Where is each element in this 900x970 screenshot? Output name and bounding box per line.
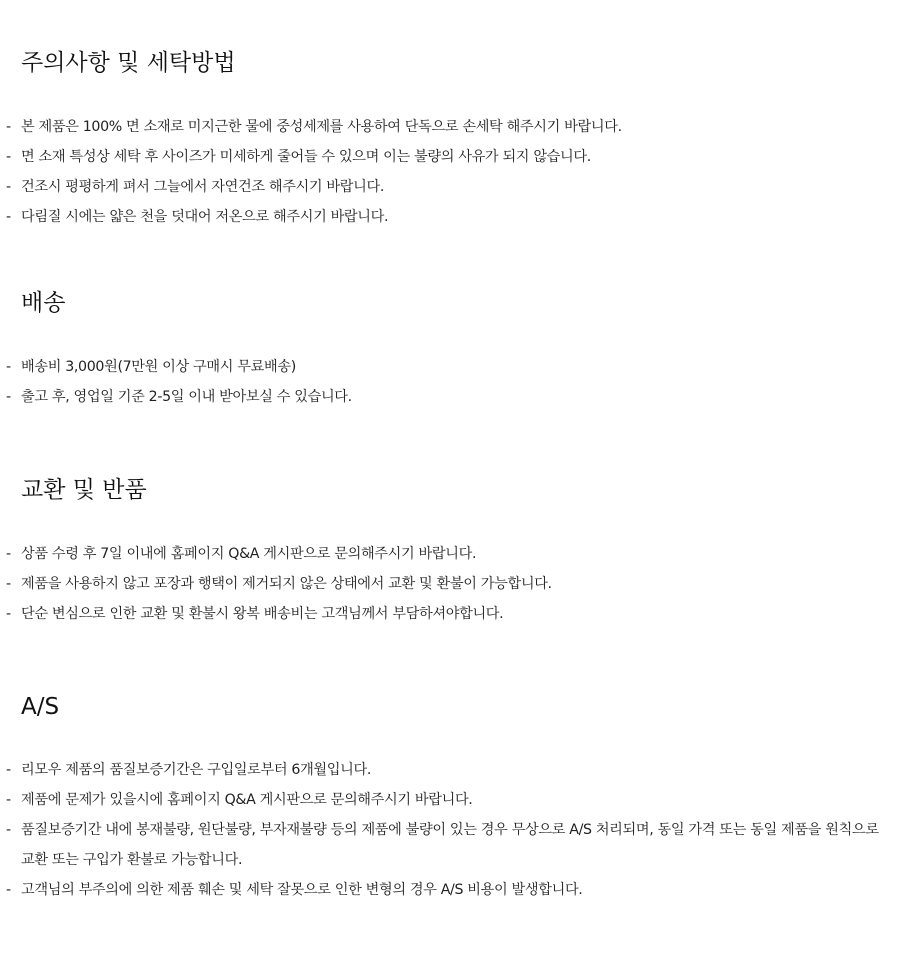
list-item — [0, 539, 900, 569]
as-title: A/S — [21, 694, 60, 720]
list-item — [0, 755, 900, 785]
shipping-title: 배송 — [21, 290, 66, 316]
exchange-return-title: 교환 및 반품 — [21, 477, 147, 503]
list-item-text: 제품을 사용하지 않고 포장과 행택이 제거되지 않은 상태에서 교환 및 환불이 가능합니다. — [21, 576, 552, 592]
list-item — [0, 569, 900, 599]
list-item — [0, 815, 900, 875]
list-item-text: 출고 후, 영업일 기준 2-5일 이내 받아보실 수 있습니다. — [21, 389, 352, 405]
bullet-dash: - — [6, 389, 11, 405]
as-list — [0, 755, 900, 905]
list-item — [0, 352, 900, 382]
bullet-dash: - — [6, 576, 11, 592]
bullet-dash: - — [6, 119, 11, 135]
list-item-text: 면 소재 특성상 세탁 후 사이즈가 미세하게 줄어들 수 있으며 이는 불량의 사유가 되지 않습니다. — [21, 149, 591, 165]
list-item — [0, 172, 900, 202]
bullet-dash: - — [6, 546, 11, 562]
shipping-list — [0, 352, 900, 412]
list-item-text: 고객님의 부주의에 의한 제품 훼손 및 세탁 잘못으로 인한 변형의 경우 A/S 비용이 발생합니다. — [21, 882, 583, 898]
list-item-text: 단순 변심으로 인한 교환 및 환불시 왕복 배송비는 고객님께서 부담하셔야합니다. — [21, 606, 504, 622]
list-item-text: 리모우 제품의 품질보증기간은 구입일로부터 6개월입니다. — [21, 762, 372, 778]
list-item-text: 건조시 평평하게 펴서 그늘에서 자연건조 해주시기 바랍니다. — [21, 179, 384, 195]
list-item — [0, 142, 900, 172]
bullet-dash: - — [6, 606, 11, 622]
bullet-dash: - — [6, 359, 11, 375]
list-item-text: 상품 수령 후 7일 이내에 홈페이지 Q&A 게시판으로 문의해주시기 바랍니다. — [21, 546, 477, 562]
bullet-dash: - — [6, 882, 11, 898]
list-item — [0, 202, 900, 232]
list-item-text: 제품에 문제가 있을시에 홈페이지 Q&A 게시판으로 문의해주시기 바랍니다. — [21, 792, 473, 808]
list-item-text: 다림질 시에는 얇은 천을 덧대어 저온으로 해주시기 바랍니다. — [21, 209, 389, 225]
list-item-text: 품질보증기간 내에 봉재불량, 원단불량, 부자재불량 등의 제품에 불량이 있는 경우 무상으로 A/S 처리되며, 동일 가격 또는 동일 제품을 원칙으로 교환 또는 구입가 환불로 가능합니다. — [21, 822, 879, 868]
list-item — [0, 382, 900, 412]
list-item — [0, 599, 900, 629]
exchange-return-list — [0, 539, 900, 629]
list-item — [0, 785, 900, 815]
list-item — [0, 875, 900, 905]
list-item-text: 본 제품은 100% 면 소재로 미지근한 물에 중성세제를 사용하여 단독으로 손세탁 해주시기 바랍니다. — [21, 119, 622, 135]
bullet-dash: - — [6, 149, 11, 165]
list-item — [0, 112, 900, 142]
bullet-dash: - — [6, 179, 11, 195]
bullet-dash: - — [6, 762, 11, 778]
list-item-text: 배송비 3,000원(7만원 이상 구매시 무료배송) — [21, 359, 296, 375]
bullet-dash: - — [6, 822, 11, 838]
care-instructions-list — [0, 112, 900, 232]
care-instructions-title: 주의사항 및 세탁방법 — [21, 50, 236, 76]
bullet-dash: - — [6, 209, 11, 225]
bullet-dash: - — [6, 792, 11, 808]
